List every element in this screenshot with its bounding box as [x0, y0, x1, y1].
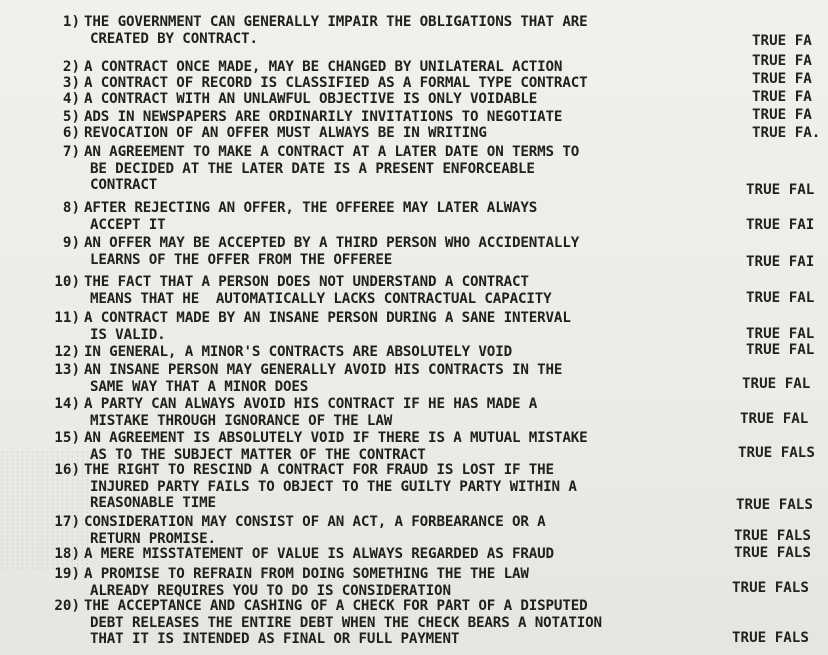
question-text-line: AN OFFER MAY BE ACCEPTED BY A THIRD PERSON WHO ACCIDENTALLY	[84, 235, 580, 251]
question-text-line: CONSIDERATION MAY CONSIST OF AN ACT, A FORBEARANCE OR A	[84, 514, 546, 530]
true-false-choice[interactable]: TRUE FALS	[734, 528, 811, 544]
question-text-line: INJURED PARTY FAILS TO OBJECT TO THE GUILTY PARTY WITHIN A	[90, 478, 577, 495]
true-false-choice[interactable]: TRUE FAL	[742, 376, 811, 392]
true-false-choice[interactable]: TRUE FAL	[746, 182, 815, 198]
true-false-choice[interactable]: TRUE FALS	[734, 545, 811, 561]
question-number: 14)	[54, 396, 80, 412]
true-false-choice[interactable]: TRUE FA.	[752, 125, 821, 141]
true-false-choice[interactable]: TRUE FALS	[732, 580, 809, 596]
true-false-choice[interactable]: TRUE FAL	[746, 326, 815, 342]
question-text-line: AN INSANE PERSON MAY GENERALLY AVOID HIS CONTRACTS IN THE	[84, 362, 563, 378]
question-text-line: RETURN PROMISE.	[90, 530, 216, 547]
question-text-line: THE ACCEPTANCE AND CASHING OF A CHECK FOR PART OF A DISPUTED	[84, 598, 588, 614]
question-text-line: THAT IT IS INTENDED AS FINAL OR FULL PAYMENT	[90, 631, 460, 648]
question-text-line: A CONTRACT WITH AN UNLAWFUL OBJECTIVE IS ONLY VOIDABLE	[84, 91, 538, 107]
question-number: 9)	[62, 235, 80, 251]
question-number: 2)	[62, 59, 80, 75]
question-text-line: BE DECIDED AT THE LATER DATE IS A PRESENT ENFORCEABLE	[90, 160, 535, 177]
true-false-choice[interactable]: TRUE FA	[752, 89, 812, 105]
question-text-line: ADS IN NEWSPAPERS ARE ORDINARILY INVITATIONS TO NEGOTIATE	[84, 109, 563, 125]
question-text-line: A CONTRACT OF RECORD IS CLASSIFIED AS A FORMAL TYPE CONTRACT	[84, 75, 588, 91]
question-text-line: AFTER REJECTING AN OFFER, THE OFFEREE MAY LATER ALWAYS	[84, 200, 538, 216]
question-number: 15)	[54, 430, 80, 446]
question-number: 16)	[54, 462, 80, 478]
question-number: 3)	[62, 75, 80, 91]
question-text-line: ALREADY REQUIRES YOU TO DO IS CONSIDERATION	[90, 582, 451, 599]
question-text-line: A PARTY CAN ALWAYS AVOID HIS CONTRACT IF HE HAS MADE A	[84, 396, 538, 412]
true-false-choice[interactable]: TRUE FAL	[740, 411, 809, 427]
question-text-line: AN AGREEMENT IS ABSOLUTELY VOID IF THERE IS A MUTUAL MISTAKE	[84, 430, 588, 446]
question-text-line: ACCEPT IT	[90, 216, 166, 233]
question-number: 1)	[62, 14, 80, 30]
question-text-line: REASONABLE TIME	[90, 495, 216, 512]
true-false-choice[interactable]: TRUE FALS	[732, 630, 809, 646]
question-number: 4)	[62, 91, 80, 107]
true-false-choice[interactable]: TRUE FAI	[746, 254, 815, 270]
question-text-line: A CONTRACT ONCE MADE, MAY BE CHANGED BY UNILATERAL ACTION	[84, 59, 563, 75]
question-text-line: THE GOVERNMENT CAN GENERALLY IMPAIR THE OBLIGATIONS THAT ARE	[84, 14, 588, 30]
question-text-line: AS TO THE SUBJECT MATTER OF THE CONTRACT	[90, 446, 426, 463]
true-false-choice[interactable]: TRUE FA	[752, 53, 812, 69]
true-false-choice[interactable]: TRUE FA	[752, 71, 812, 87]
question-text-line: IN GENERAL, A MINOR'S CONTRACTS ARE ABSOLUTELY VOID	[84, 344, 512, 360]
question-text-line: SAME WAY THAT A MINOR DOES	[90, 378, 309, 395]
question-number: 11)	[54, 310, 80, 326]
question-number: 8)	[62, 200, 80, 216]
question-text-line: AN AGREEMENT TO MAKE A CONTRACT AT A LATER DATE ON TERMS TO	[84, 144, 580, 160]
true-false-choice[interactable]: TRUE FA	[752, 33, 812, 49]
question-number: 5)	[62, 109, 80, 125]
question-text-line: THE FACT THAT A PERSON DOES NOT UNDERSTAND A CONTRACT	[84, 274, 529, 290]
question-text-line: A CONTRACT MADE BY AN INSANE PERSON DURING A SANE INTERVAL	[84, 310, 571, 326]
question-number: 12)	[54, 344, 80, 360]
true-false-choice[interactable]: TRUE FALS	[736, 497, 813, 513]
question-number: 20)	[54, 598, 80, 614]
true-false-choice[interactable]: TRUE FAL	[746, 342, 815, 358]
question-number: 13)	[54, 362, 80, 378]
question-text-line: MEANS THAT HE AUTOMATICALLY LACKS CONTRACTUAL CAPACITY	[90, 290, 552, 307]
question-text-line: MISTAKE THROUGH IGNORANCE OF THE LAW	[90, 412, 393, 429]
question-text-line: THE RIGHT TO RESCIND A CONTRACT FOR FRAUD IS LOST IF THE	[84, 462, 554, 478]
question-text-line: CREATED BY CONTRACT.	[90, 30, 258, 47]
question-text-line: A PROMISE TO REFRAIN FROM DOING SOMETHING THE THE LAW	[84, 566, 529, 582]
true-false-choice[interactable]: TRUE FAI	[746, 217, 815, 233]
question-text-line: LEARNS OF THE OFFER FROM THE OFFEREE	[90, 251, 393, 268]
question-number: 6)	[62, 125, 80, 141]
true-false-choice[interactable]: TRUE FALS	[738, 445, 815, 461]
question-number: 17)	[54, 514, 80, 530]
true-false-choice[interactable]: TRUE FA	[752, 107, 812, 123]
question-number: 19)	[54, 566, 80, 582]
question-number: 18)	[54, 546, 80, 562]
question-text-line: A MERE MISSTATEMENT OF VALUE IS ALWAYS REGARDED AS FRAUD	[84, 546, 554, 562]
question-text-line: REVOCATION OF AN OFFER MUST ALWAYS BE IN WRITING	[84, 125, 487, 141]
question-number: 7)	[62, 144, 80, 160]
question-text-line: IS VALID.	[90, 326, 166, 343]
question-number: 10)	[54, 274, 80, 290]
question-text-line: CONTRACT	[90, 177, 158, 194]
true-false-choice[interactable]: TRUE FAL	[746, 290, 815, 306]
question-text-line: DEBT RELEASES THE ENTIRE DEBT WHEN THE CHECK BEARS A NOTATION	[90, 614, 602, 631]
